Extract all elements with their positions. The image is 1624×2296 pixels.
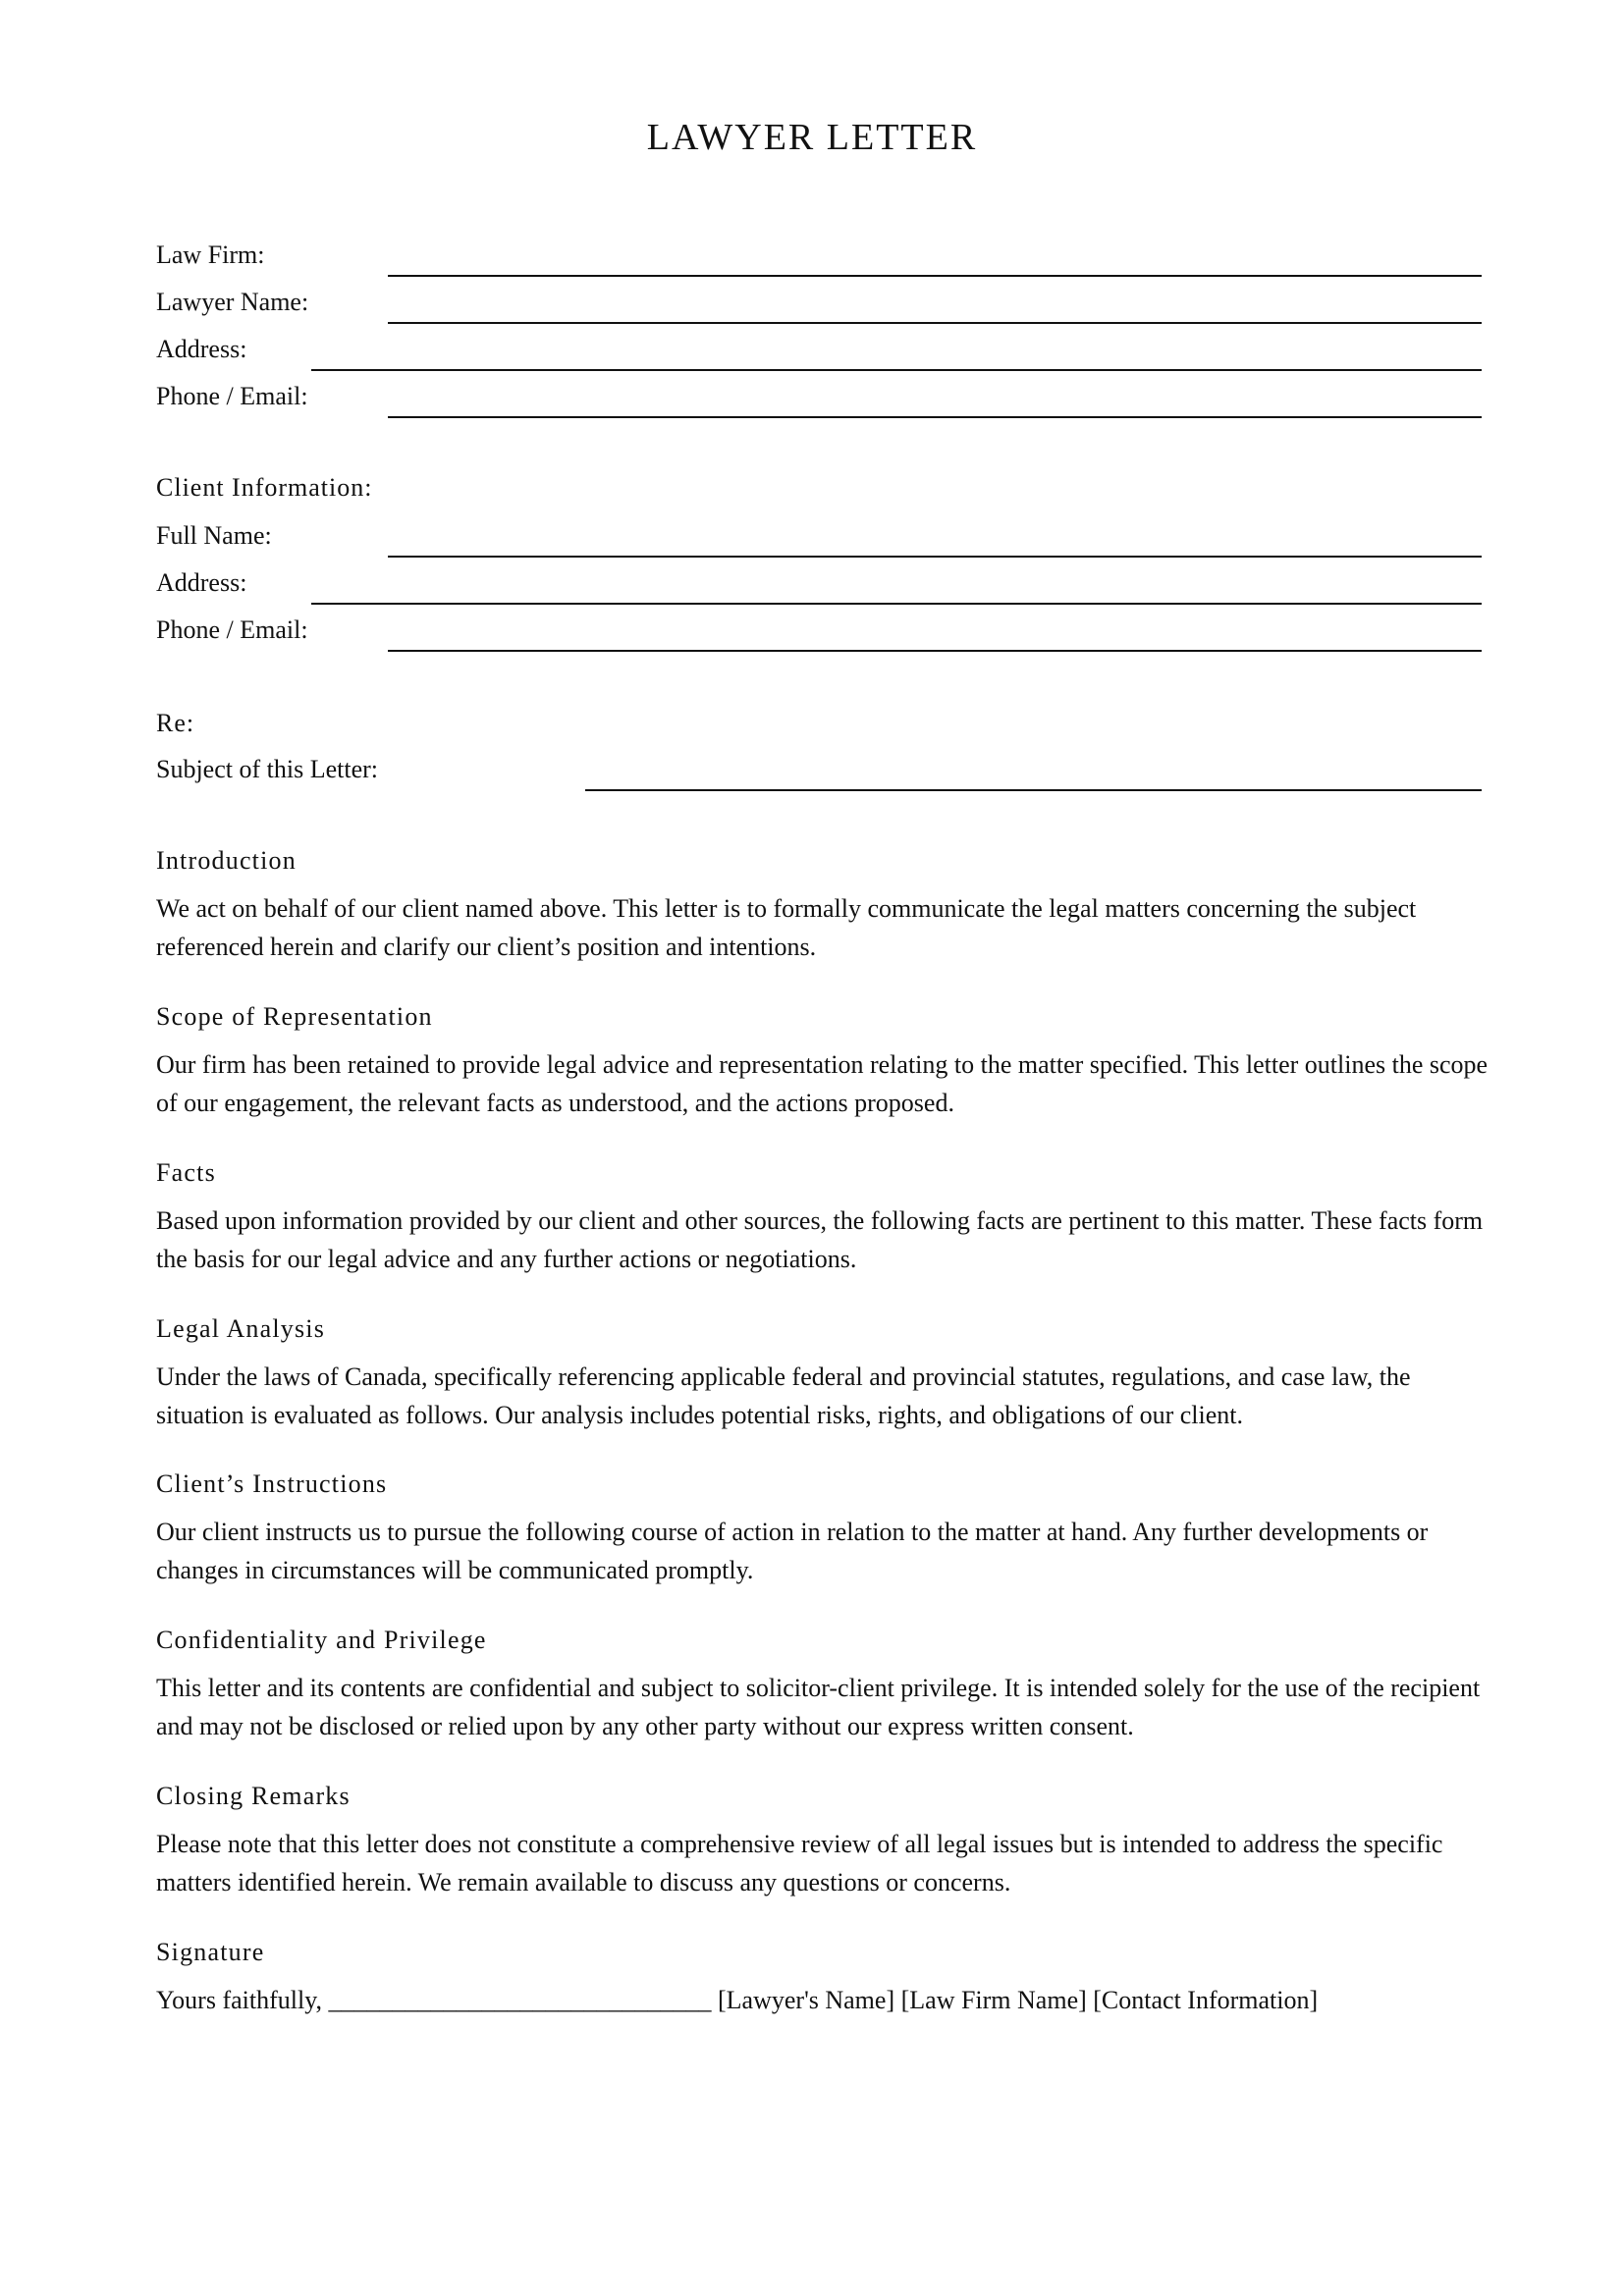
client-address-label: Address: (156, 568, 247, 597)
section-title-facts: Facts (156, 1158, 216, 1187)
lawyer-address-field (156, 328, 1482, 371)
lawyer-name-input-line[interactable] (388, 322, 1482, 324)
section-body-closing-remarks: Please note that this letter does not constitute a comprehensive review of all legal issues but is intended to address the specific matters identified herein. We remain available to discuss any questions or concerns. (156, 1830, 1443, 1896)
subject-field (156, 748, 1482, 791)
section-title-closing-remarks: Closing Remarks (156, 1782, 351, 1810)
section-title-confidentiality: Confidentiality and Privilege (156, 1626, 487, 1654)
section-title-scope: Scope of Representation (156, 1002, 433, 1031)
section-title-client-instructions: Client’s Instructions (156, 1469, 388, 1498)
lawyer-address-label: Address: (156, 335, 247, 363)
section-body-scope: Our firm has been retained to provide legal advice and representation relating to the matter specified. This letter outlines the scope of our engagement, the relevant facts as understood, and the actions proposed. (156, 1050, 1489, 1117)
client-address-field (156, 561, 1482, 605)
signature-line: Yours faithfully, ______________________________ [Lawyer's Name] [Law Firm Name] [Contact Information] (156, 1986, 1319, 2014)
section-title-legal-analysis: Legal Analysis (156, 1314, 326, 1343)
lawyer-contact-field (156, 375, 1482, 418)
document-title: LAWYER LETTER (646, 117, 978, 158)
section-title-signature: Signature (156, 1938, 265, 1966)
lawyer-contact-input-line[interactable] (388, 416, 1482, 418)
client-info-heading: Client Information: (156, 473, 373, 502)
subject-input-line[interactable] (585, 789, 1482, 791)
law-firm-field (156, 234, 1482, 277)
law-firm-label: Law Firm: (156, 240, 265, 269)
section-body-client-instructions: Our client instructs us to pursue the following course of action in relation to the matter at hand. Any further developments or changes in circumstances will be communicated promptly. (156, 1518, 1429, 1584)
client-name-field (156, 514, 1482, 558)
client-name-input-line[interactable] (388, 556, 1482, 558)
section-title-introduction: Introduction (156, 846, 297, 875)
lawyer-contact-label: Phone / Email: (156, 382, 308, 410)
law-firm-input-line[interactable] (388, 275, 1482, 277)
lawyer-name-label: Lawyer Name: (156, 288, 309, 316)
section-body-introduction: We act on behalf of our client named above. This letter is to formally communicate the legal matters concerning the subject referenced herein and clarify our client’s position and intentions. (156, 894, 1417, 961)
lawyer-address-input-line[interactable] (311, 369, 1482, 371)
re-heading: Re: (156, 709, 195, 737)
client-contact-label: Phone / Email: (156, 615, 308, 644)
client-name-label: Full Name: (156, 521, 272, 550)
lawyer-name-field (156, 281, 1482, 324)
section-body-legal-analysis: Under the laws of Canada, specifically referencing applicable federal and provincial statutes, regulations, and case law, the situation is evaluated as follows. Our analysis includes potential risks, rights, and obligations of our client. (156, 1362, 1411, 1429)
section-body-facts: Based upon information provided by our client and other sources, the following facts are pertinent to this matter. These facts form the basis for our legal advice and any further actions or negotiations. (156, 1206, 1484, 1273)
subject-label: Subject of this Letter: (156, 755, 379, 783)
section-body-confidentiality: This letter and its contents are confidential and subject to solicitor-client privilege. It is intended solely for the use of the recipient and may not be disclosed or relied upon by any other party without our express written consent. (156, 1674, 1481, 1740)
client-contact-field (156, 609, 1482, 652)
client-address-input-line[interactable] (311, 603, 1482, 605)
client-contact-input-line[interactable] (388, 650, 1482, 652)
